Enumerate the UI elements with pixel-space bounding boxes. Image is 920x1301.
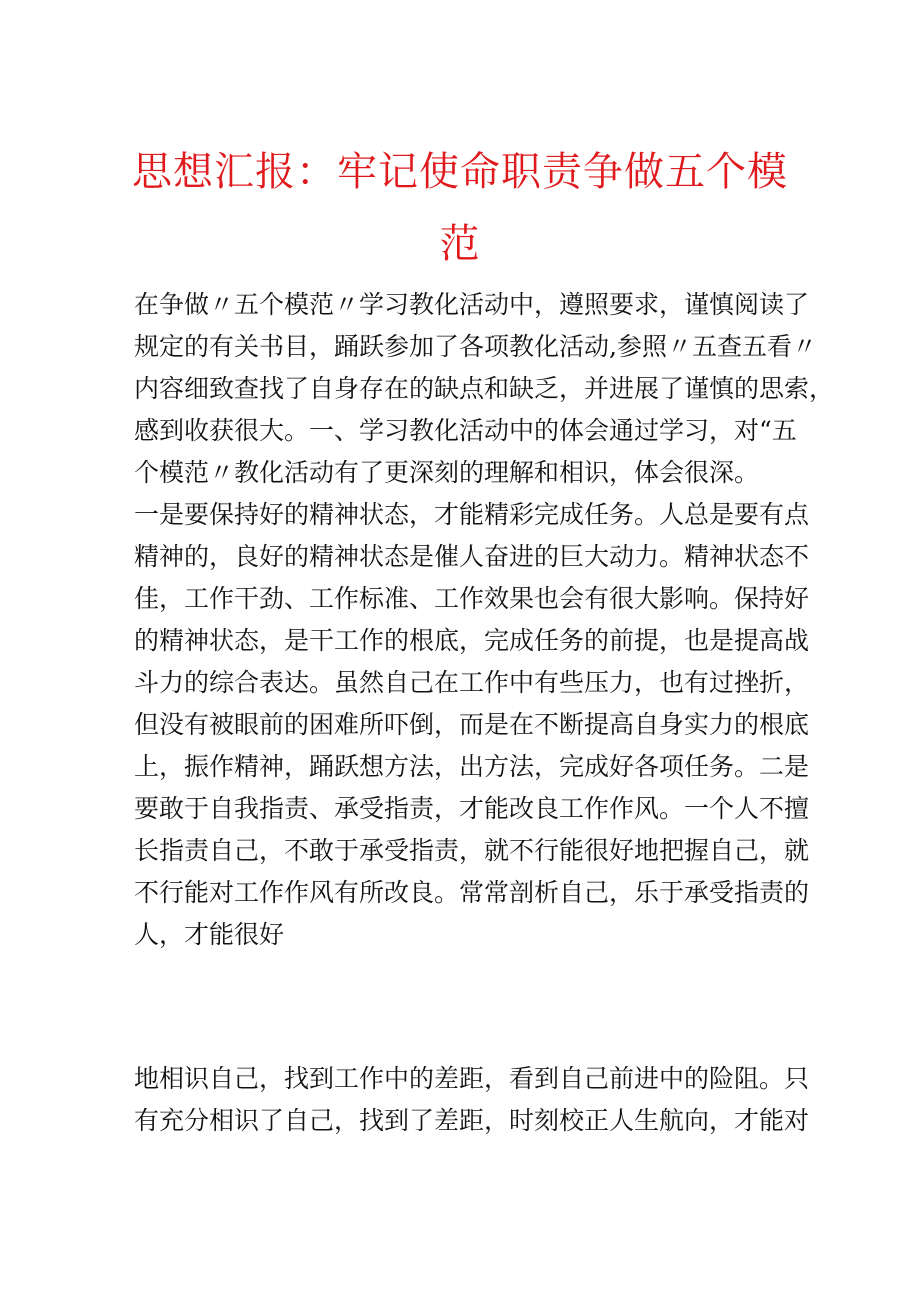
text-line: 要敢于自我指责、承受指责，才能改良工作作风。一个人不擅 [134,794,810,823]
text-line: 但没有被眼前的困难所吓倒，而是在不断提高自身实力的根底 [134,710,810,739]
text-line: 斗力的综合表达。虽然自己在工作中有些压力，也有过挫折， [134,668,810,697]
text-line: 有充分相识了自己，找到了差距，时刻校正人生航向，才能对 [134,1106,810,1135]
title-line: 范 [439,221,481,267]
text-line: 感到收获很大。一、学习教化活动中的体会通过学习，对“五 [134,416,797,445]
body-paragraph [134,1058,810,1142]
title-line: 思想汇报：牢记使命职责争做五个模 [132,149,788,195]
text-line: 不行能对工作作风有所改良。常常剖析自己，乐于承受指责的 [134,878,810,907]
body-paragraph [134,284,835,956]
text-line: 精神的，良好的精神状态是催人奋进的巨大动力。精神状态不 [134,542,810,571]
text-line: 上，振作精神，踊跃想方法，出方法，完成好各项任务。二是 [134,752,810,781]
text-line: 长指责自己，不敢于承受指责，就不行能很好地把握自己，就 [134,836,810,865]
text-line: 规定的有关书目，踊跃参加了各项教化活动,参照〃五查五看〃 [134,332,817,361]
text-line: 内容细致查找了自身存在的缺点和缺乏，并进展了谨慎的思索， [134,374,835,403]
text-line: 在争做〃五个模范〃学习教化活动中，遵照要求，谨慎阅读了 [134,290,810,319]
text-line: 个模范〃教化活动有了更深刻的理解和相识，体会很深。 [134,458,760,487]
text-line: 地相识自己，找到工作中的差距，看到自己前进中的险阻。只 [134,1064,810,1093]
document-title [120,136,800,280]
text-line: 人，才能很好 [134,920,285,949]
text-line: 一是要保持好的精神状态，才能精彩完成任务。人总是要有点 [134,500,810,529]
text-line: 佳，工作干劲、工作标准、工作效果也会有很大影响。保持好 [134,584,810,613]
text-line: 的精神状态，是干工作的根底，完成任务的前提，也是提高战 [134,626,810,655]
